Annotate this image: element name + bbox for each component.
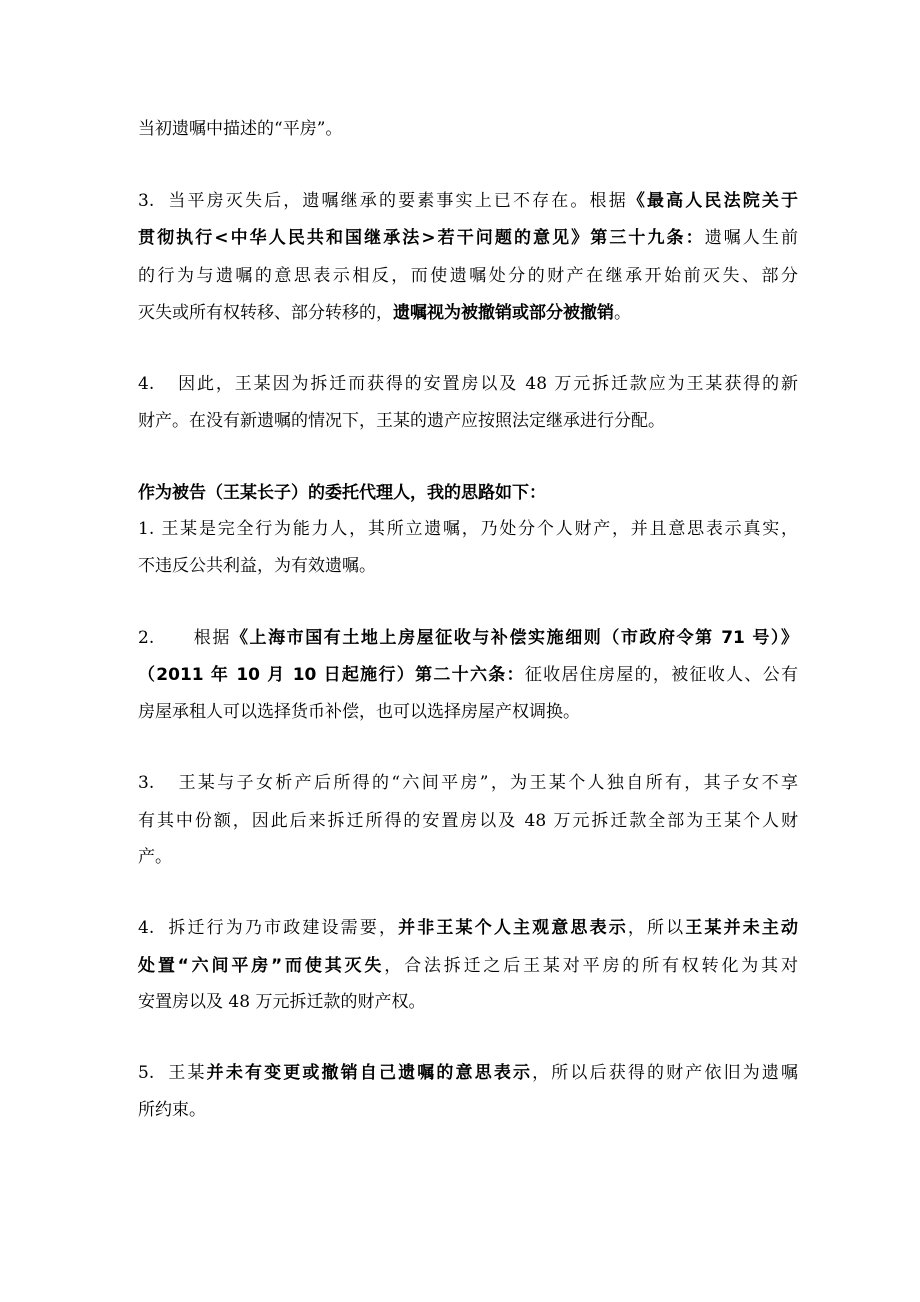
text-run: 房屋承租人可以选择货币补偿，也可以选择房屋产权调换。 xyxy=(138,702,580,722)
text-run: 财产。在没有新遗嘱的情况下，王某的遗产应按照法定继承进行分配。 xyxy=(138,411,665,431)
text-line xyxy=(138,302,798,324)
text-run: 不违反公共利益，为有效遗嘱。 xyxy=(138,556,376,576)
text-run: ，所以后获得的财产依旧为遗嘱 xyxy=(532,1063,798,1083)
section-heading xyxy=(138,482,798,504)
bold-text-run: 遗嘱视为被撤销或部分被撤销 xyxy=(393,303,614,323)
text-run: 灭失或所有权转移、部分转移的， xyxy=(138,303,393,323)
text-run: 当平房灭失后，遗嘱继承的要素事实上已不存在。根据 xyxy=(166,191,628,211)
text-line xyxy=(138,664,798,686)
text-line xyxy=(138,227,798,249)
text-line xyxy=(138,991,798,1013)
text-run: 的行为与遗嘱的意思表示相反，而使遗嘱处分的财产在继承开始前灭失、部分 xyxy=(138,266,798,286)
text-run: 拆迁行为乃市政建设需要， xyxy=(166,918,399,938)
text-run: ，合法拆迁之后王某对平房的所有权转化为其对 xyxy=(384,956,798,976)
text-line xyxy=(138,518,798,540)
item-number: 4. xyxy=(138,918,155,938)
bold-text-run: 并非王某个人主观意思表示 xyxy=(398,918,628,938)
text-run: 王某与子女析产后所得的“六间平房”，为王某个人独自所有，其子女不享 xyxy=(176,773,798,793)
bold-text-run: 贯彻执行<中华人民共和国继承法>若干问题的意见》第三十九条： xyxy=(138,228,705,248)
text-run: ，所以 xyxy=(627,918,686,938)
item-number: 4. xyxy=(138,374,155,394)
text-run: 因此，王某因为拆迁而获得的安置房以及 48 万元拆迁款应为王某获得的新 xyxy=(176,374,798,394)
text-run: 。 xyxy=(614,303,631,323)
text-run: 产。 xyxy=(138,847,172,867)
text-line xyxy=(138,772,798,794)
text-line xyxy=(138,917,798,939)
bold-text-run: 处置“六间平房”而使其灭失 xyxy=(138,956,385,976)
text-run: 所约束。 xyxy=(138,1100,206,1120)
text-line xyxy=(138,190,798,212)
item-number: 3. xyxy=(138,191,155,211)
item-number: 2. xyxy=(138,628,155,648)
text-line xyxy=(138,810,798,832)
text-run: 1. 王某是完全行为能力人，其所立遗嘱，乃处分个人财产，并且意思表示真实， xyxy=(138,519,798,539)
bold-text-run: 并未有变更或撤销自己遗嘱的意思表示 xyxy=(206,1063,533,1083)
text-line xyxy=(138,1062,798,1084)
text-line xyxy=(138,265,798,287)
item-number: 5. xyxy=(138,1063,155,1083)
bold-text-run: 作为被告（王某长子）的委托代理人，我的思路如下： xyxy=(138,483,546,503)
text-run: 根据 xyxy=(192,628,231,648)
text-line xyxy=(138,701,798,723)
bold-text-run: 王某并未主动 xyxy=(685,918,798,938)
text-line xyxy=(138,955,798,977)
bold-text-run: 《上海市国有土地上房屋征收与补偿实施细则（市政府令第 71 号）》 xyxy=(230,628,798,648)
text-line xyxy=(138,1099,798,1121)
text-line xyxy=(138,846,798,868)
text-run: 王某 xyxy=(166,1063,207,1083)
text-line xyxy=(138,373,798,395)
text-run: 征收居住房屋的，被征收人、公有 xyxy=(524,665,798,685)
text-line xyxy=(138,627,798,649)
text-line xyxy=(138,410,798,432)
text-line xyxy=(138,118,798,140)
text-run: 当初遗嘱中描述的“平房”。 xyxy=(138,119,343,139)
bold-text-run: （2011 年 10 月 10 日起施行）第二十六条： xyxy=(138,665,525,685)
bold-text-run: 《最高人民法院关于 xyxy=(627,191,798,211)
text-run: 有其中份额，因此后来拆迁所得的安置房以及 48 万元拆迁款全部为王某个人财 xyxy=(138,811,798,831)
text-line xyxy=(138,555,798,577)
text-run: 遗嘱人生前 xyxy=(704,228,798,248)
text-run: 安置房以及 48 万元拆迁款的财产权。 xyxy=(138,992,426,1012)
item-number: 3. xyxy=(138,773,155,793)
